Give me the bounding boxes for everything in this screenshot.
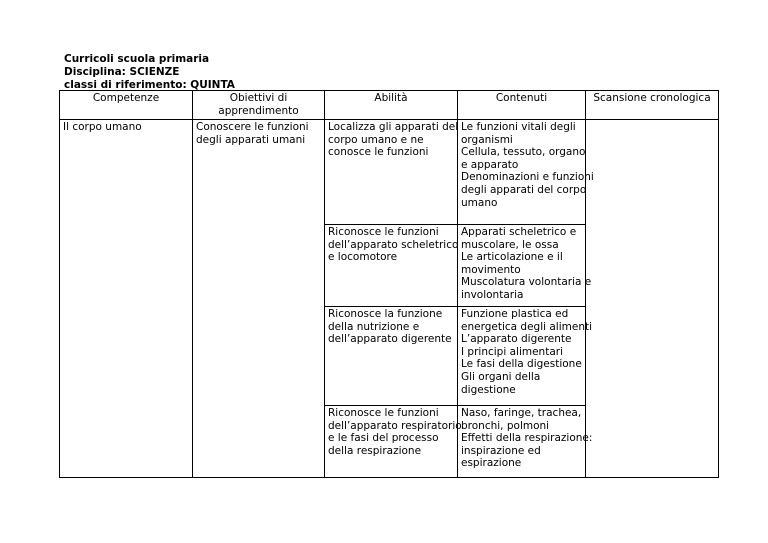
obiettivo-line: degli apparati umani [196, 133, 306, 146]
contenuti-line: energetica degli alimenti [461, 320, 593, 333]
abilita-line: Riconosce le funzioni [328, 226, 439, 238]
column-header-competenze: Competenze [60, 91, 193, 120]
obiettivo-cell-empty [193, 406, 325, 478]
class-line: classi di riferimento: QUINTA [64, 79, 235, 91]
abilita-cell [325, 307, 458, 406]
competenza-cell-empty [60, 406, 193, 478]
column-header-obiettivi: Obiettivi di apprendimento [193, 91, 325, 120]
abilita-line: Localizza gli apparati del [328, 121, 459, 133]
competenza-cell [60, 120, 193, 225]
contenuti-line: organismi [461, 133, 513, 146]
abilita-line: dell’apparato respiratorio [328, 419, 462, 432]
contenuti-cell [458, 120, 594, 225]
abilita-line: della nutrizione e [328, 320, 420, 333]
contenuti-line: Le fasi della digestione [461, 358, 582, 371]
contenuti-cell [458, 307, 593, 406]
contenuti-line: espirazione [461, 457, 522, 470]
column-header-scansione: Scansione cronologica [586, 91, 719, 120]
curriculum-table [59, 90, 719, 478]
contenuti-cell [458, 225, 592, 307]
contenuti-line: inspirazione ed [461, 444, 541, 457]
obiettivo-cell-empty [193, 225, 325, 307]
contenuti-line: involontaria [461, 288, 524, 301]
contenuti-line: Effetti della respirazione: [461, 432, 593, 445]
contenuti-line: e apparato [461, 158, 519, 171]
contenuti-line: Muscolatura volontaria e [461, 276, 592, 289]
contenuti-line: digestione [461, 383, 516, 396]
contenuti-line: Cellula, tessuto, organo [461, 146, 586, 159]
column-header-contenuti: Contenuti [458, 91, 586, 120]
competenza-text: Il corpo umano [63, 121, 142, 133]
column-header-abilita: Abilità [325, 91, 458, 120]
contenuti-line: degli apparati del corpo [461, 183, 587, 196]
scansione-cell [586, 120, 719, 225]
abilita-line: dell’apparato scheletrico [328, 238, 459, 251]
obiettivo-cell-empty [193, 307, 325, 406]
competenza-cell-empty [60, 307, 193, 406]
abilita-line: conosce le funzioni [328, 146, 429, 159]
contenuti-line: Le articolazione e il [461, 251, 563, 264]
table-row [60, 120, 719, 225]
table-row [60, 406, 719, 478]
contenuti-line: movimento [461, 263, 521, 276]
table-row [60, 307, 719, 406]
abilita-line: Riconosce le funzioni [328, 407, 439, 419]
document-header [64, 53, 235, 92]
contenuti-line: Apparati scheletrico e [461, 226, 577, 238]
table-header-row [60, 91, 719, 120]
contenuti-line: Le funzioni vitali degli [461, 121, 576, 133]
obiettivo-line: Conoscere le funzioni [196, 121, 309, 133]
abilita-line: Riconosce la funzione [328, 308, 443, 320]
contenuti-line: bronchi, polmoni [461, 419, 550, 432]
scansione-cell-empty [586, 307, 719, 406]
table-row [60, 225, 719, 307]
abilita-cell [325, 225, 458, 307]
abilita-line: della respirazione [328, 444, 422, 457]
discipline-line: Disciplina: SCIENZE [64, 66, 180, 78]
abilita-line: corpo umano e ne [328, 133, 424, 146]
abilita-cell [325, 406, 462, 478]
contenuti-line: I principi alimentari [461, 345, 563, 358]
contenuti-line: Gli organi della [461, 370, 541, 383]
abilita-line: dell’apparato digerente [328, 333, 452, 346]
contenuti-line: Denominazioni e funzioni [461, 171, 594, 184]
abilita-line: e locomotore [328, 251, 398, 264]
scansione-cell-empty [586, 406, 719, 478]
scansione-cell-empty [586, 225, 719, 307]
contenuti-cell [458, 406, 593, 478]
obiettivo-cell [193, 120, 325, 225]
contenuti-line: Naso, faringe, trachea, [461, 407, 582, 419]
contenuti-line: umano [461, 196, 498, 209]
contenuti-line: muscolare, le ossa [461, 238, 559, 251]
abilita-line: e le fasi del processo [328, 432, 439, 445]
document-title: Curricoli scuola primaria [64, 53, 210, 65]
abilita-cell [325, 120, 458, 225]
contenuti-line: L’apparato digerente [461, 333, 572, 346]
contenuti-line: Funzione plastica ed [461, 308, 569, 320]
competenza-cell-empty [60, 225, 193, 307]
